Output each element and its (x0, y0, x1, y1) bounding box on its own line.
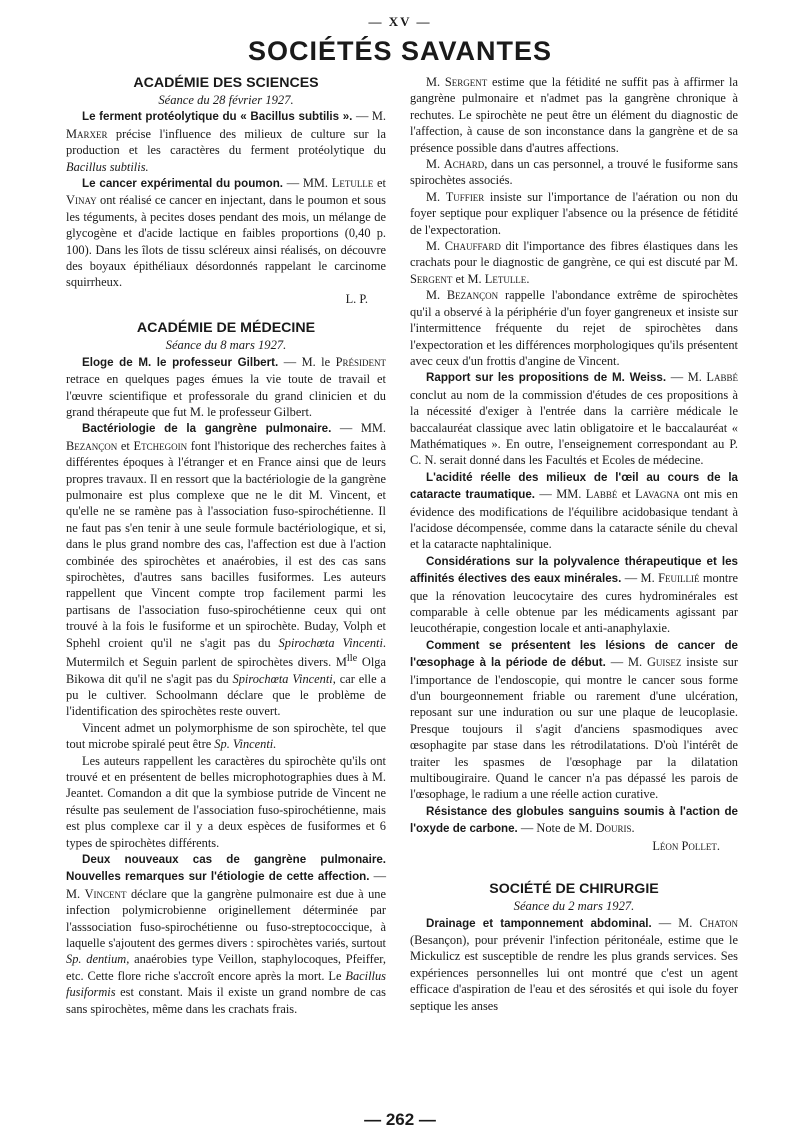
paragraph-text: insiste sur l'importance de l'endoscopie, qui montre le cancer sous forme d'un bourgeonnement friable ou rarement d'une ulcération, reposant sur une induration ou sur une plaque de leucoplasie. Presque toujours il s'agit d'anciens spasmodiques avec œsophagite par stase dans les rétrodilatations. D'où l'intérêt de traiter les spasmes de l'œsophage par la dilatation multibougiraire. Quand le cancer n'a pas dépassé les parois de l'œsophage, le radium a une réelle action curative. (410, 655, 738, 802)
prefix: M. (426, 288, 447, 303)
spacer (410, 854, 738, 880)
right-column (410, 74, 738, 1014)
paragraph-text: conclut au nom de la commission d'études de ces propositions à la nécessité d'exiger à l'entrée dans la carrière médicale le baccalauréat classique avec latin obligatoire et le baccalauréat « Mathématiques ». En outre, l'enseignement correspondant au P. C. N. serait donné dans les Facultés et Ecoles de médecine. (410, 387, 738, 468)
dash: — M. (621, 571, 659, 586)
conjunction: et (617, 487, 636, 502)
seance-date: Séance du 8 mars 1927. (165, 338, 287, 353)
author-name: Labbé (706, 370, 738, 385)
prefix: M. (426, 239, 445, 254)
seance-date: Séance du 28 février 1927. (158, 93, 294, 107)
dash: — M. (651, 915, 700, 930)
paragraph-text: Les auteurs rappellent les caractères du spirochète qu'ils ont trouvé et en présentent de belles microphotographies dues à M. Jeantet. Comandon a dit que la symbiose putride de Vincent ne résulte pas seulement de l'association fuso-spirochétienne, mais est plus complexe car il y a deux espèces de fusiformes et 6 types de spirochètes différents. (66, 753, 386, 850)
author-name: Président (335, 354, 386, 369)
dash: — MM. (535, 487, 586, 502)
paragraph (410, 915, 738, 1014)
paragraph-text: ont mis en évidence des modifications de l'équilibre acidobasique tendant à l'acidose décompensée, comme dans la cataracte sénile du cheval et la cataracte naphtalinique. (410, 487, 738, 552)
dash: — MM. (331, 421, 386, 436)
paragraph-text: , car elle a pu le cultiver. Schoolmann déclare que le problème de l'identification des spirochètes reste ouvert. (66, 671, 386, 719)
top-mark: — XV — (368, 14, 432, 29)
superscript: lle (346, 653, 358, 664)
author-name: Bezançon (66, 438, 118, 453)
dash: — M. (605, 655, 647, 670)
author-name: Vinay (66, 193, 97, 208)
paragraph (410, 238, 738, 287)
dash: — M. (666, 370, 707, 385)
left-column (66, 74, 386, 1017)
author-name: Vincent (84, 886, 127, 901)
paragraph-text: ont réalisé ce cancer en injectant, dans le poumon et sous les téguments, à pecites doses pendant des mois, un mélange de glycogène et d'acide lactique en faibles proportions (0,40 p. 100). Dans les îlots de tissu scléreux ainsi réalisés, on découvre des boyaux épithéliaux désordonnés rappelant le carcinome squirrheux. (66, 193, 386, 290)
paragraph (66, 108, 386, 175)
paragraph-title: Résistance des globules sanguins soumis à l'action de l'oxyde de carbone. (410, 804, 738, 836)
italic-term: Bacillus subtilis. (66, 159, 149, 174)
signature: L. P. (345, 291, 368, 306)
conjunction: et M. (452, 271, 485, 286)
paragraph-text: rappelle l'abondance extrême de spirochètes qu'il a observé à la périphérie d'un foyer gangreneux et insiste sur l'intermittence fréquente du rejet de spirochètes dans l'expectoration et les différences morphologiques qu'ils présentent avec ceux d'un frottis d'angine de Vincent. (410, 288, 738, 368)
paragraph (410, 369, 738, 468)
section-title-societe-chirurgie: SOCIÉTÉ DE CHIRURGIE (489, 881, 659, 898)
paragraph-text: est constant. Mais il existe un grand nombre de cas sans spirochètes, même dans les crachats frais. (66, 985, 386, 1016)
paragraph-title: Deux nouveaux cas de gangrène pulmonaire. Nouvelles remarques sur l'étiologie de cette affection. (66, 853, 386, 884)
paragraph-text: font l'historique des recherches faites à différentes époques à l'étranger et en France ainsi que de leurs propres travaux. Il en ressort que la bactériologie de la gangrène pulmonaire est plus complexe que ne le dit M. Vincent, et qu'elle ne se ramène pas à l'association fuso-spirochétienne. Il ne faut pas s'en tenir à une seule formule bactériologique, et si, dans le plus grand nombre des cas, l'affection est due à l'action combinée des spirochètes et anaérobies, il est des cas sans spirochètes, d'autres sans bacilles fusiformes. Les auteurs rappellent que Vincent compte trop facilement parmi les partisans de l'association fuso-spirochétienne ceux qui ont trouvé à la fois le fusiforme et un spirochète. Buday, Volph et Sphehl croient qu'il ne s'agit pas du (66, 438, 386, 650)
prefix: M. (426, 75, 445, 89)
author-name: Douris (595, 821, 632, 836)
dash: — (352, 109, 372, 124)
author-name: Lavagna (635, 487, 680, 502)
conjunction: et (373, 176, 386, 191)
paragraph-title: Considérations sur la polyvalence thérapeutique et les affinités électives des eaux minérales. (410, 554, 738, 586)
spacer (66, 307, 386, 319)
paragraph-title: Le cancer expérimental du poumon. (82, 177, 283, 191)
paragraph (410, 803, 738, 838)
prefix: M. (426, 189, 446, 204)
paragraph-title: Rapport sur les propositions de M. Weiss. (426, 371, 667, 385)
author-name: Tuffier (445, 189, 485, 204)
italic-term: Sp. Vincenti. (214, 737, 277, 752)
author-name: Sergent (410, 271, 453, 286)
paragraph-title: Le ferment protéolytique du « Bacillus subtilis ». (82, 110, 353, 124)
paragraph-text: . Mutermilch et Seguin parlent de spirochètes divers. M (66, 635, 387, 670)
section-title-academie-medecine: ACADÉMIE DE MÉDECINE (136, 320, 316, 337)
paragraph (66, 354, 386, 421)
author-name: Bezançon (446, 288, 499, 303)
paragraph (410, 469, 738, 553)
author-name: Guisez (646, 655, 682, 670)
paragraph-title: Bactériologie de la gangrène pulmonaire. (82, 422, 332, 436)
paragraph (410, 287, 738, 369)
paragraph (66, 753, 386, 851)
author-name: Letulle (331, 176, 374, 191)
paragraph (66, 720, 386, 753)
author-name: Chauffard (444, 239, 501, 254)
paragraph (410, 189, 738, 238)
page-number: — 262 — (364, 1110, 436, 1129)
paragraph-title: Drainage et tamponnement abdominal. (426, 916, 652, 930)
paragraph (410, 74, 738, 156)
author-name: Etchegoin (133, 438, 188, 453)
dash: — M. le (278, 354, 336, 369)
paragraph (66, 420, 386, 719)
paragraph-title: Comment se présentent les lésions de cancer de l'œsophage à la période de début. (410, 638, 738, 670)
italic-term: Spirochœta Vincenti (278, 635, 383, 650)
signature: Léon Pollet. (652, 838, 720, 853)
dash: — Note de M. (517, 821, 596, 836)
paragraph-text: précise l'influence des milieux de culture sur la production et les caractères du ferment protéolytique du (66, 126, 386, 158)
author-name: Chaton (699, 915, 738, 930)
paragraph-text: (Besançon), pour prévenir l'infection péritonéale, estime que le Mickulicz est susceptible de rendre les plus grands services. Ses expériences personnelles lui ont montré que c'est un agent efficace d'aspiration de l'eau et des sérosités et qui isole du foyer septique les anses (410, 932, 738, 1013)
paragraph-text: retrace en quelques pages émues la vie toute de travail et l'œuvre scientifique et professorale du grand clinicien et du grand thérapeute que fut M. le professeur Gilbert. (66, 372, 386, 419)
paragraph-text: estime que la fétidité ne suffit pas à affirmer la gangrène pulmonaire et n'admet pas la gangrène chronique à rechutes. Le spirochète ne peut être un élément du diagnostic de l'affection, à cause de son inconstance dans la gangrène et de sa présence possible dans d'autres affections. (410, 75, 738, 155)
seance-date: Séance du 2 mars 1927. (513, 899, 635, 914)
paragraph (66, 851, 386, 1017)
prefix: M. (426, 157, 444, 172)
paragraph-text: montre que la rénovation leucocytaire des cures hydrominérales est comparable à celle obtenue par les médicaments agissant par leucothérapie, congestion locale et anti-anaphylaxie. (410, 571, 738, 636)
paragraph-title: L'acidité réelle des milieux de l'œil au cours de la cataracte traumatique. (410, 470, 738, 502)
paragraph-text: Olga Bikowa dit qu'il ne s'agit pas du (66, 655, 386, 686)
paragraph-text: , dans un cas personnel, a trouvé le fusiforme sans spirochètes associés. (410, 157, 739, 188)
section-title-academie-sciences: ACADÉMIE DES SCIENCES (133, 75, 319, 91)
paragraph (410, 637, 738, 803)
paragraph-text: , anaérobies type Veillon, staphylocoques, Pfeiffer, etc. Cette flore riche s'accroît encore après la mort. Le (66, 952, 386, 983)
paragraph (410, 553, 738, 637)
italic-term: Sp. dentium (66, 952, 127, 967)
author-name: Achard (443, 157, 485, 172)
paragraph-text: insiste sur l'importance de l'aération ou non du foyer septique pour expliquer l'absence ou la présence de fétidité de l'expectoration. (410, 189, 739, 237)
page-header: SOCIÉTÉS SAVANTES (247, 36, 553, 66)
paragraph (66, 175, 386, 291)
paragraph-title: Eloge de M. le professeur Gilbert. (82, 355, 279, 369)
italic-term: Bacillus fusiformis (66, 968, 386, 1000)
author-name: M. Marxer (66, 109, 386, 141)
dash: — M. (66, 869, 386, 901)
author-name: Feuillié (658, 571, 700, 586)
author-name: Sergent (444, 75, 488, 89)
dash: — MM. (283, 176, 332, 191)
paragraph (410, 156, 738, 189)
italic-term: Spirochœta Vincenti (232, 671, 333, 686)
punctuation: . (526, 271, 530, 286)
paragraph-text: Vincent admet un polymorphisme de son spirochète, tel que tout microbe spiralé peut être (66, 720, 386, 752)
author-name: Labbé (585, 487, 618, 502)
conjunction: et (117, 438, 134, 453)
punctuation: . (631, 821, 635, 836)
paragraph-text: dit l'importance des fibres élastiques dans les crachats pour le diagnostic de gangrène, ce qui est discuté par M. (410, 239, 738, 270)
paragraph-text: déclare que la gangrène pulmonaire est due à une infection polymicrobienne originellement déterminée par l'asssociation fuso-spirochétienne ou fuso-streptococcique, à laquelle s'ajoutent des germes divers : spirochètes variés, surtout (66, 886, 386, 951)
author-name: Letulle (484, 271, 527, 286)
